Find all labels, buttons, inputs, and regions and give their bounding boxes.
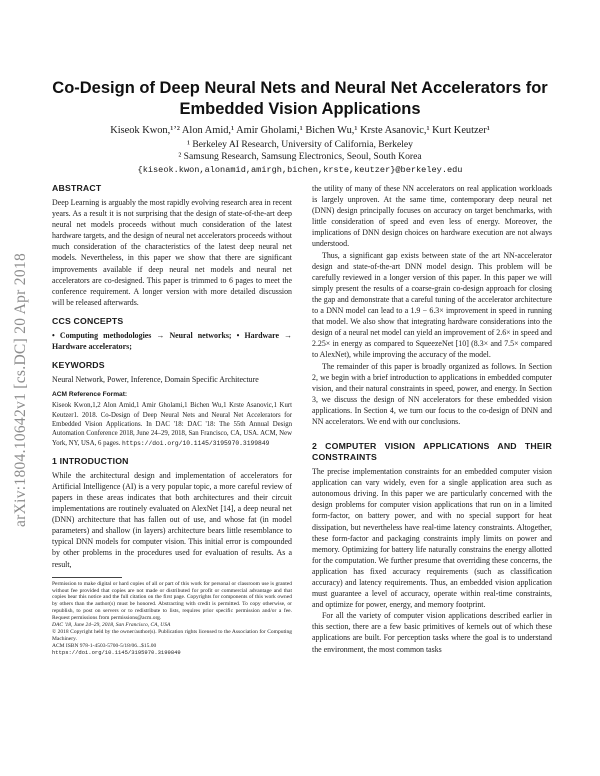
arxiv-identifier: arXiv:1804.10642v1 [cs.DC] 20 Apr 2018: [12, 252, 30, 528]
footnote-isbn: ACM ISBN 978-1-4503-5700-5/18/06...$15.00: [52, 642, 157, 649]
section2-heading: 2 COMPUTER VISION APPLICATIONS AND THEIR CONSTRAINTS: [312, 441, 552, 463]
section2-paragraph-1: The precise implementation constraints for an embedded computer vision application can vary widely, even for a single application area such as autonomous driving. In this paper we are particularly concerned with the design problems for computer vision applications that run on in a limited form-factor, on battery power, and with no special support for heat dissipation, but nevertheless have real-time latency constraints. Altogether, these form-factor and packaging constraints imply limits on power and memory. Optimizing for battery life naturally constrains the energy allotted for the computation. We further presume that overriding these concerns, the application has fixed accuracy requirements (such as classification accuracy) and latency requirements. Thus, an embedded vision application must guarantee a level of accuracy, operate within real-time constraints, and optimize for power, energy, and memory footprint.: [312, 467, 552, 610]
author-names: Kiseok Kwon,¹ʼ² Alon Amid,¹ Amir Gholami,¹ Bichen Wu,¹ Krste Asanovic,¹ Kurt Keutzer¹: [110, 125, 490, 136]
author-emails: {kiseok.kwon,alonamid,amirgh,bichen,krste,keutzer}@berkeley.edu: [137, 164, 463, 175]
ccs-text: • Computing methodologies → Neural networks; • Hardware → Hardware accelerators;: [52, 330, 292, 352]
footnote-divider: [52, 577, 122, 578]
footnote-conference: DAC '18, June 24–29, 2018, San Francisco, CA, USA: [52, 622, 171, 629]
abstract-text: Deep Learning is arguably the most rapidly evolving research area in recent years. As a result it is not surprising that the design of state-of-the-art deep neural net models proceeds without much consideration of the latest hardware targets, and the design of neural net accelerators proceeds without much consideration of the characteristics of the latest deep neural net models. Nevertheless, in this paper we show that there are significant improvements available if deep neural net models and neural net accelerators are co-designed. This paper is trimmed to 6 pages to meet the conference requirement. A longer version with more detailed discussion will be released afterwards.: [52, 198, 292, 307]
ccs-heading: CCS CONCEPTS: [52, 315, 124, 326]
intro-text: While the architectural design and implementation of accelerators for Artificial Intelligence (AI) is a very popular topic, a more careful review of papers in these areas indicates that both architectures and their circuit implementations are routinely evaluated on AlexNet [14], a deep neural net (DNN) architecture that has fallen out of use, and whose fat (in model parameters) and shallow (in layers) architecture bears little resemblance to typical DNN models for computer vision. This initial error is compounded by other problems in the procedures used for evaluation of results. As a result,: [52, 470, 292, 569]
section2-paragraph-2: For all the variety of computer vision applications described earlier in this section, there are a few basic primitives of kernels out of which these applications are built. For perception tasks where the goal is to understand the environment, the most common tasks: [312, 611, 552, 654]
affiliation-1: ¹ Berkeley AI Research, University of California, Berkeley: [187, 138, 413, 150]
affiliation-2: ² Samsung Research, Samsung Electronics, Seoul, South Korea: [178, 151, 422, 162]
right-column: [312, 183, 552, 655]
acm-reference-doi[interactable]: https://doi.org/10.1145/3195970.3199849: [122, 439, 270, 447]
right-paragraph-2: Thus, a significant gap exists between state of the art NN-accelerator design and state-of-the-art DNN model design. This problem will be carefully reviewed in a longer version of this paper. In this paper we will simply present the results of a coarse-grain co-design approach for closing the gap and demonstrate that a careful tuning of the accelerator architecture to a DNN model can lead to a 1.9 − 6.3× improvement in speed in running that model. We also show that integrating hardware considerations into the design of a neural net model can yield an improvement of 2.6× in speed and 2.25× in energy as compared to SqueezeNet [10] (8.3× and 7.5× compared to AlexNet), while improving the accuracy of the model.: [312, 250, 553, 360]
footnote-doi[interactable]: https://doi.org/10.1145/3195970.3199849: [52, 648, 181, 656]
intro-heading: 1 INTRODUCTION: [52, 455, 129, 466]
keywords-text: Neural Network, Power, Inference, Domain Specific Architecture: [52, 375, 259, 385]
right-paragraph-3: The remainder of this paper is broadly organized as follows. In Section 2, we begin with a brief introduction to applications in embedded computer vision, and their natural constraints in speed, power, and energy. In Section 3, we discuss the design of NN accelerators for these embedded vision applications. In Section 4, we turn our focus to the co-design of DNN and NN accelerators. We end with our conclusions.: [312, 361, 552, 426]
footnote-copyright: © 2018 Copyright held by the owner/author(s). Publication rights licensed to the Association for Computing Machinery.: [52, 628, 292, 642]
left-column: [52, 183, 292, 657]
footnote: [52, 581, 292, 657]
acm-reference-heading: ACM Reference Format:: [52, 391, 128, 399]
keywords-heading: KEYWORDS: [52, 360, 105, 371]
footnote-permission: Permission to make digital or hard copies of all or part of this work for personal or classroom use is granted without fee provided that copies are not made or distributed for profit or commercial advantage and that copies bear this notice and the full citation on the first page. Copyrights for components of this work owned by others than the author(s) must be honored. Abstracting with credit is permitted. To copy otherwise, or republish, to post on servers or to redistribute to lists, requires prior specific permission and/or a fee. Request permissions from permissions@acm.org.: [52, 580, 292, 622]
arxiv-side-stamp: [6, 200, 36, 580]
paper-title: Co-Design of Deep Neural Nets and Neural Net Accelerators for Embedded Vision Applications: [52, 79, 548, 118]
acm-reference-text: [52, 401, 292, 447]
acm-reference-body: Kiseok Kwon,1,2 Alon Amid,1 Amir Gholami,1 Bichen Wu,1 Krste Asanovic,1 Kurt Keutzer1. 2018. Co-Design of Deep Neural Nets and Neural Net Accelerators for Embedded Vision Applications. In DAC '18: DAC '18: The 55th Annual Design Automation Conference 2018, June 24–29, 2018, San Francisco, CA, USA. ACM, New York, NY, USA, 6 pages.: [52, 402, 292, 447]
author-block: [50, 125, 550, 176]
right-paragraph-1: the utility of many of these NN accelerators on real application workloads is largely unproven. At the same time, contemporary deep neural net (DNN) design principally focuses on accuracy on target benchmarks, with little consideration of speed and even less of energy. Moreover, the implications of DNN design choices on hardware execution are not always understood.: [312, 184, 552, 249]
abstract-heading: ABSTRACT: [52, 183, 102, 193]
